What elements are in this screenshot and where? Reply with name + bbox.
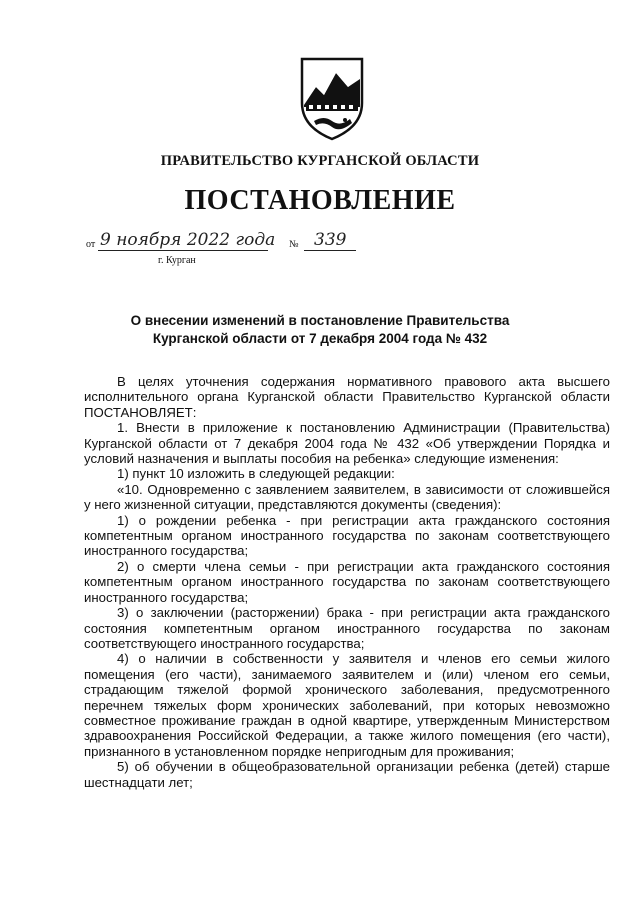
paragraph: «10. Одновременно с заявлением заявителем, в зависимости от сложившейся у него жизненной ситуации, представляются документы (сведения): xyxy=(84,481,610,513)
paragraph: 1) пункт 10 изложить в следующей редакции: xyxy=(117,466,395,482)
paragraph: 3) о заключении (расторжении) брака - при регистрации акта гражданского состояния компетентным органом иностранного государства по законам соответствующего иностранного государства; xyxy=(84,605,610,651)
paragraph: 1) о рождении ребенка - при регистрации акта гражданского состояния компетентным органом иностранного государства по законам соответствующего иностранного государства; xyxy=(84,512,610,559)
handwritten-date: 9 ноября 2022 года xyxy=(100,230,276,250)
number-prefix: № xyxy=(289,239,299,250)
date-number-line xyxy=(86,228,386,268)
city-name: г. Курган xyxy=(158,255,196,266)
document-body xyxy=(84,374,610,790)
paragraph: 5) об обучении в общеобразовательной организации ребенка (детей) старше шестнадцати лет; xyxy=(84,759,610,790)
document-type-title: ПОСТАНОВЛЕНИЕ xyxy=(184,185,456,216)
coat-of-arms-icon xyxy=(298,57,366,141)
paragraph: 4) о наличии в собственности у заявителя и членов его семьи жилого помещения (его части), занимаемого заявителем и (или) членом его семьи, страдающим тяжелой формой хронического заболевания, предусмотренного перечнем тяжелых форм хронических заболеваний, при которых невозможно совместное проживание граждан в одной квартире, утвержденным Министерством здравоохранения Российской Федерации, а также жилого помещения (его части), признанного в установленном порядке непригодным для проживания; xyxy=(84,651,610,759)
paragraph: 1. Внести в приложение к постановлению Администрации (Правительства) Курганской области от 7 декабря 2004 года № 432 «Об утверждении Порядка и условий назначения и выплаты пособия на ребенка» следующие изменения: xyxy=(84,420,610,467)
number-underline xyxy=(304,250,356,251)
subject-line-2: Курганской области от 7 декабря 2004 года № 432 xyxy=(152,331,488,346)
handwritten-number: 339 xyxy=(314,230,347,250)
date-prefix: от xyxy=(86,239,96,250)
paragraph: В целях уточнения содержания нормативного правового акта высшего исполнительного органа Курганской области Правительство Курганской области ПОСТАНОВЛЯЕТ: xyxy=(84,374,610,420)
organization-name: ПРАВИТЕЛЬСТВО КУРГАНСКОЙ ОБЛАСТИ xyxy=(160,153,480,169)
document-subject xyxy=(0,312,640,348)
subject-line-1: О внесении изменений в постановление Правительства xyxy=(130,313,510,328)
date-underline xyxy=(98,250,268,251)
paragraph: 2) о смерти члена семьи - при регистрации акта гражданского состояния компетентным органом иностранного государства по законам соответствующего иностранного государства; xyxy=(84,558,610,605)
